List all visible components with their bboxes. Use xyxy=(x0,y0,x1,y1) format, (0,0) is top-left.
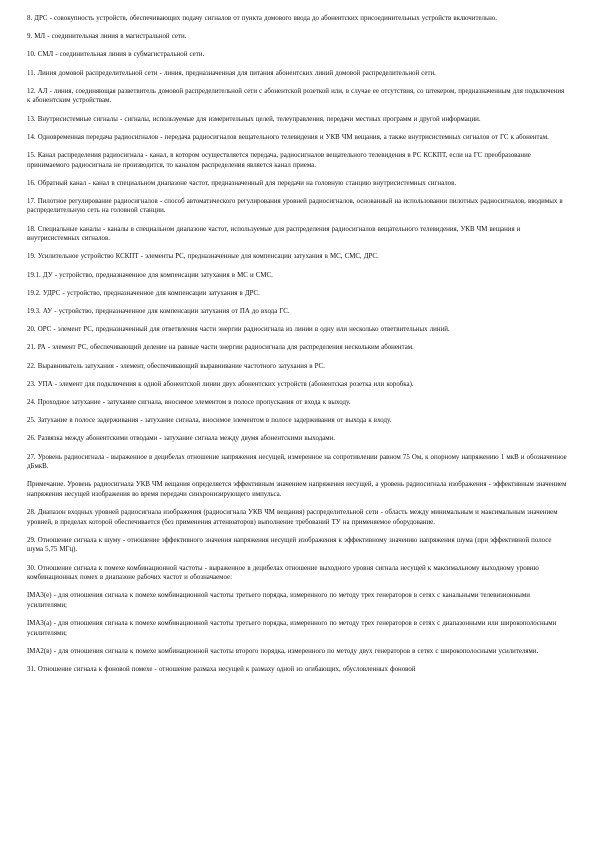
paragraph: 9. МЛ - соединительная линия в магистральной сети. xyxy=(27,33,187,41)
paragraph: 10. СМЛ - соединительная линия в субмагистральной сети. xyxy=(27,51,205,59)
paragraph: 14. Одновременная передача радиосигналов - передача радиосигналов вещательного телевидения и УКВ ЧМ вещания, а также внутрисистемных сигналов от ГС к абонентам. xyxy=(27,133,549,141)
paragraph: 17. Пилотное регулирование радиосигналов - способ автоматического регулирования уровней радиосигналов, основанный на использовании пилотных радиосигналов, вводимых в распределительную сеть на головной станции. xyxy=(27,197,563,215)
paragraph: 19.3. АУ - устройство, предназначенное для компенсации затухания от ПА до входа ГС. xyxy=(27,308,290,315)
paragraph: 15. Канал распределения радиосигнала - канал, в котором осуществляется передача, радиосигналов вещательного телевидения в РС КСКПТ, если на ГС преобразование принимаемого радиосигнала не производится, то каналом распределения является канал приема. xyxy=(27,151,531,169)
paragraph: 19.2. УДРС - устройство, предназначенное для компенсации затухания в ДРС. xyxy=(27,289,260,297)
paragraph: 19.1. ДУ - устройство, предназначенное для компенсации затухания в МС и СМС. xyxy=(27,271,273,279)
paragraph: 26. Развязка между абонентскими отводами - затухание сигнала между двумя абонентскими выходами. xyxy=(27,435,336,443)
paragraph: 31. Отношение сигнала к фоновой помехе - отношение размаха несущей к размаху одной из огибающих, обусловленных фоновой xyxy=(27,666,416,674)
paragraph: 30. Отношение сигнала к помехе комбинационной частоты - выраженное в децибелах отношение выходного уровня сигнала несущей к максимальному выходному уровню комбинационных помех в диапазоне рабочих частот и обозначаемое: xyxy=(27,564,539,582)
paragraph: 13. Внутрисистемные сигналы - сигналы, используемые для измерительных целей, телеуправления, передачи местных программ и другой информации. xyxy=(27,115,481,123)
paragraph: 29. Отношение сигнала к шуму - отношение эффективного значения напряжения несущей изображения к эффективному значению напряжения шума (при эффективной полосе шума 5,75 МГц). xyxy=(27,536,552,554)
definition-item: IMA3(e) - для отношения сигнала к помехе комбинационной частоты третьего порядка, измеренного по методу трех генераторов в сетях с канальными телевизионными усилителями; xyxy=(27,592,530,609)
paragraph: 18. Специальные каналы - каналы в специальном диапазоне частот, используемые для распределения радиосигналов вещательного телевидения, УКВ ЧМ вещания и внутрисистемных сигналов. xyxy=(27,225,521,243)
paragraph: 20. ОРС - элемент РС, предназначенный для ответвления части энергии радиосигнала из линии в одну или несколько ответвительных линий. xyxy=(27,326,450,334)
paragraph: 25. Затухание в полосе задерживания - затухание сигнала, вносимое элементом в полосе задерживания от выхода к входу. xyxy=(27,417,392,425)
paragraph: 21. РА - элемент РС, обеспечивающий деление на равные части энергии радиосигнала для распределения нескольким абонентам. xyxy=(27,344,414,352)
paragraph: 28. Диапазон входных уровней радиосигнала изображения (радиосигнала УКВ ЧМ вещания) распределительной сети - область между минимальным и максимальным значением уровней, в пределах которой обеспечивается (без применения аттенюаторов) выполнение требований ТУ на применяемое оборудование. xyxy=(27,509,558,526)
paragraph: 24. Проходное затухание - затухание сигнала, вносимое элементом в полосе пропускания от входа к выходу. xyxy=(27,398,351,406)
paragraph: 19. Усилительное устройство КСКПТ - элементы РС, предназначенные для компенсации затухания в МС, СМС, ДРС. xyxy=(27,253,379,261)
definition-item: IMA3(a) - для отношения сигнала к помехе комбинационной частоты третьего порядка, измеренного по методу трех генераторов в сетях с диапазонными или широкополосными усилителями; xyxy=(27,620,557,637)
paragraph: 16. Обратный канал - канал в специальном диапазоне частот, предназначенный для передачи на головную станцию внутрисистемных сигналов. xyxy=(27,179,457,187)
paragraph: 11. Линия домовой распределительной сети - линия, предназначенная для питания абонентских линий домовой распределительной сети. xyxy=(27,69,436,77)
paragraph: 22. Выравниватель затухания - элемент, обеспечивающий выравнивание частотного затухания в РС. xyxy=(27,362,325,370)
note-paragraph: Примечание. Уровень радиосигнала УКВ ЧМ вещания определяется эффективным значением напряжения несущей, а уровень радиосигнала изображения - эффективным значением напряжения несущей изображения во время передачи синхронизирующего импульса. xyxy=(27,481,567,498)
paragraph: 8. ДРС - совокупность устройств, обеспечивающих подачу сигналов от пункта домового ввода до абонентских присоединительных устройств включительно. xyxy=(27,15,497,22)
definition-item: IMA2(в) - для отношения сигнала к помехе комбинационной частоты второго порядка, измеренного по методу двух генераторов в сетях с широкополосными усилителями. xyxy=(27,647,539,655)
paragraph: 23. УПА - элемент для подключения к одной абонентской линии двух абонентских устройств (абонентская розетка или коробка). xyxy=(27,380,414,388)
paragraph: 27. Уровень радиосигнала - выраженное в децибелах отношение напряжения несущей, измеренное на сопротивлении равном 75 Ом, к опорному напряжению 1 мкВ и обозначенное дБмкВ. xyxy=(27,453,567,471)
paragraph: 12. АЛ - линия, соединяющая разветвитель домовой распределительной сети с абонентской розеткой или, в случае ее отсутствия, со штекером, предназначенным для подключения к абонентским устройствам. xyxy=(27,87,565,105)
